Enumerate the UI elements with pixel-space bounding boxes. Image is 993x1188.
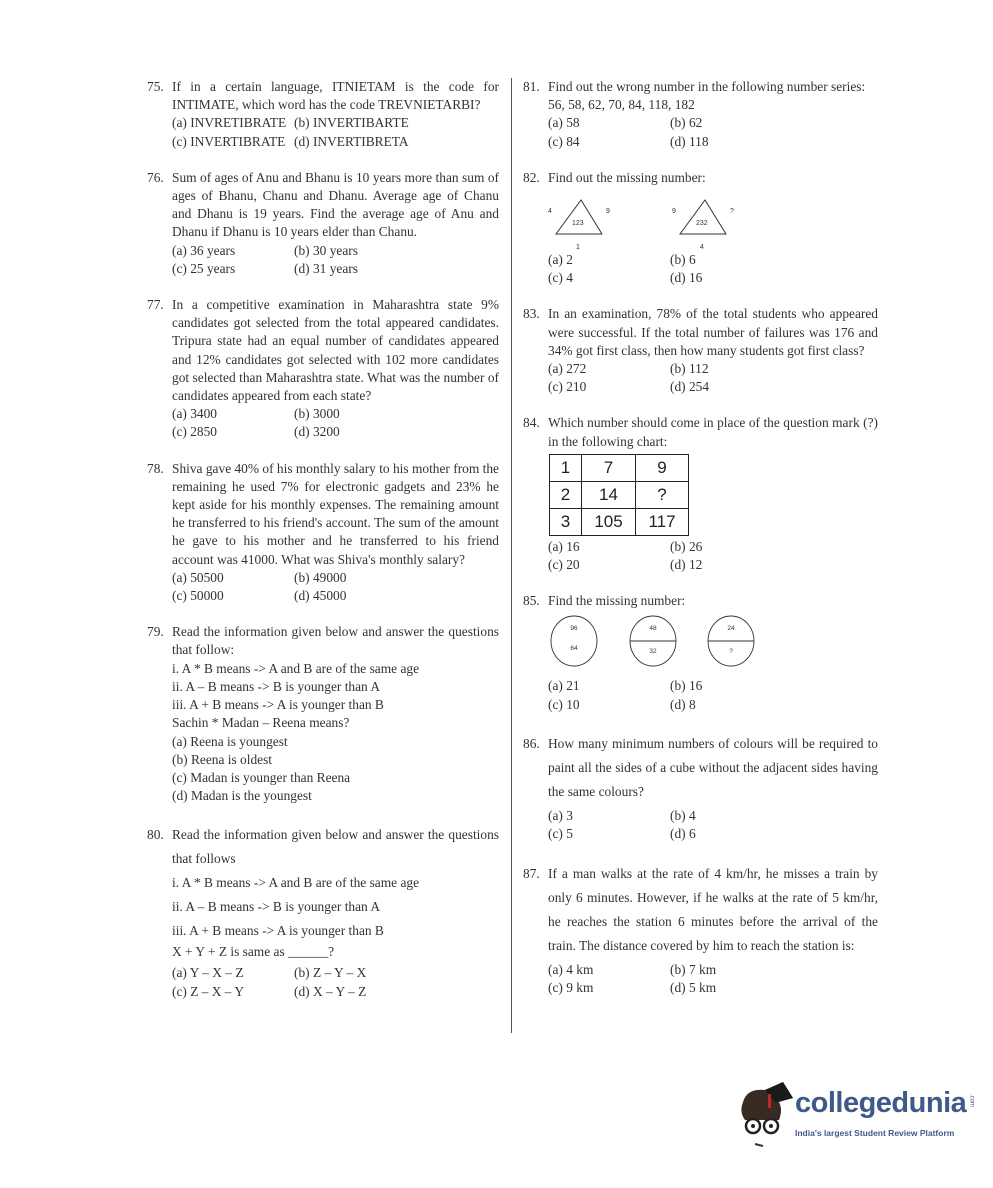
- question-number: 84.: [523, 415, 540, 431]
- chart-cell: 7: [582, 454, 636, 481]
- mascot-icon: [735, 1080, 797, 1150]
- right-column: [523, 78, 878, 1031]
- answer-options: [548, 114, 878, 150]
- circles-figure: [548, 613, 788, 675]
- question-78: [147, 460, 499, 606]
- answer-options: [172, 114, 499, 150]
- question-number: 79.: [147, 624, 164, 640]
- option-b[interactable]: (b) 4: [670, 807, 696, 823]
- number-chart: [549, 454, 689, 536]
- question-77: [147, 296, 499, 442]
- question-body: [548, 862, 878, 998]
- triangle-left-value: 9: [672, 208, 676, 216]
- circle-bottom-value: 64: [570, 645, 578, 653]
- triangle-center-value: 232: [696, 220, 708, 228]
- question-text: Sum of ages of Anu and Bhanu is 10 years more than sum of ages of Bhanu, Chanu and Dhanu. Average age of Chanu and Dhanu is 19 years. Find the average age of Anu and Dhanu if Dhanu is 10 years elder than Chanu.: [172, 169, 499, 240]
- question-text: Read the information given below and answer the questions that follow:: [172, 624, 499, 658]
- option-a[interactable]: (a) 4 km: [548, 961, 594, 977]
- option-c[interactable]: (c) 210: [548, 379, 587, 395]
- statement-line: i. A * B means -> A and B are of the same age: [172, 875, 420, 891]
- question-body: [172, 78, 499, 151]
- option-a[interactable]: (a) 272: [548, 361, 587, 377]
- option-c[interactable]: (c) 10: [548, 696, 580, 712]
- question-number: 82.: [523, 169, 540, 185]
- question-text: If in a certain language, ITNIETAM is the code for INTIMATE, which word has the code TREVNIETARBI?: [172, 79, 499, 113]
- option-d[interactable]: (d) 12: [670, 557, 703, 573]
- option-d[interactable]: (d) 45000: [294, 588, 347, 604]
- question-text: Read the information given below and answer the questions that follows: [172, 827, 499, 867]
- question-text: In an examination, 78% of the total students who appeared were successful. If the total number of failures was 176 and 34% got first class, then how many students got first class?: [548, 306, 878, 358]
- answer-options: [172, 964, 499, 1001]
- answer-options: [548, 538, 878, 574]
- option-c[interactable]: (c) INVERTIBRATE: [172, 133, 286, 149]
- option-b[interactable]: (b) 6: [670, 252, 696, 268]
- option-a[interactable]: (a) 50500: [172, 569, 224, 585]
- question-number: 77.: [147, 297, 164, 313]
- question-81: [523, 78, 878, 151]
- question-body: [548, 732, 878, 844]
- question-text: If a man walks at the rate of 4 km/hr, he misses a train by only 6 minutes. However, if he walks at the rate of 5 km/hr, he reaches the station 6 minutes before the arrival of the train. The distance covered by him to reach the station is:: [548, 865, 878, 953]
- question-number: 76.: [147, 169, 164, 185]
- circle-top-value: 48: [649, 625, 657, 633]
- question-body: [172, 460, 499, 606]
- answer-options: [172, 569, 499, 605]
- option-a[interactable]: (a) 58: [548, 115, 580, 131]
- option-a[interactable]: (a) 21: [548, 678, 580, 694]
- question-prompt: X + Y + Z is same as ______?: [172, 944, 335, 960]
- question-number: 78.: [147, 460, 164, 476]
- answer-options: [172, 733, 499, 806]
- answer-options: [548, 251, 878, 287]
- answer-options: [548, 677, 878, 713]
- option-b[interactable]: (b) 62: [670, 115, 703, 131]
- answer-options: [172, 405, 499, 441]
- chart-row: [550, 454, 689, 481]
- question-text: In a competitive examination in Maharashtra state 9% candidates got selected from the total appeared candidates. Tripura state had an equal number of candidates appeared and 12% candidates got selected with 102 more candidates got selected than Maharashtra state. What was the number of candidates appeared from each state?: [172, 297, 499, 404]
- triangle-center-value: 123: [572, 220, 584, 228]
- option-a[interactable]: (a) Y – X – Z: [172, 965, 244, 981]
- option-c[interactable]: (c) Z – X – Y: [172, 983, 245, 999]
- statement-line: ii. A – B means -> B is younger than A: [172, 899, 381, 915]
- option-c[interactable]: (c) 25 years: [172, 260, 236, 276]
- option-d[interactable]: (d) 8: [670, 696, 696, 712]
- question-figure: [548, 613, 878, 675]
- option-d[interactable]: (d) 118: [670, 133, 709, 149]
- option-d[interactable]: (d) 6: [670, 826, 696, 842]
- answer-options: [548, 807, 878, 844]
- chart-cell: ?: [636, 481, 689, 508]
- circle-bottom-value: 32: [649, 648, 657, 656]
- option-a[interactable]: (a) 16: [548, 538, 580, 554]
- circle-top-value: 24: [727, 625, 735, 633]
- statement-line: iii. A + B means -> A is younger than B: [172, 923, 384, 939]
- option-c[interactable]: (c) 9 km: [548, 980, 594, 996]
- option-b[interactable]: (b) Reena is oldest: [172, 751, 273, 767]
- option-a[interactable]: (a) 3: [548, 807, 573, 823]
- chart-row: [550, 481, 689, 508]
- question-text: Shiva gave 40% of his monthly salary to his mother from the remaining he used 7% for electronic gadgets and 23% he kept aside for his monthly expenses. The remaining amount he transferred to his friend's account. The sum of the amount he gave to his mother and he transferred to his friend account was 41000. What was Shiva's monthly salary?: [172, 460, 499, 567]
- question-body: [548, 78, 878, 151]
- statement-line: ii. A – B means -> B is younger than A: [172, 678, 381, 694]
- option-c[interactable]: (c) 2850: [172, 424, 217, 440]
- option-b[interactable]: (b) 30 years: [294, 242, 358, 258]
- option-c[interactable]: (c) 50000: [172, 588, 224, 604]
- chart-row: [550, 508, 689, 535]
- question-figure: [548, 191, 878, 251]
- option-b[interactable]: (b) 3000: [294, 406, 340, 422]
- option-d[interactable]: (d) 3200: [294, 424, 340, 440]
- triangle-right-value: 9: [606, 208, 610, 216]
- option-d[interactable]: (d) Madan is the youngest: [172, 788, 312, 804]
- triangle-right-value: ?: [730, 208, 734, 216]
- question-number: 86.: [523, 735, 540, 751]
- statement-line: iii. A + B means -> A is younger than B: [172, 697, 384, 713]
- question-76: [147, 169, 499, 278]
- statement-line: i. A * B means -> A and B are of the same age: [172, 660, 420, 676]
- question-number: 85.: [523, 593, 540, 609]
- answer-options: [548, 961, 878, 998]
- question-text: Which number should come in place of the question mark (?) in the following chart:: [548, 415, 878, 449]
- option-a[interactable]: (a) 2: [548, 252, 573, 268]
- question-text: Find the missing number:: [548, 593, 686, 609]
- option-c[interactable]: (c) 4: [548, 270, 573, 286]
- option-d[interactable]: (d) 31 years: [294, 260, 358, 276]
- question-80: [147, 823, 499, 1001]
- triangles-figure: [546, 191, 746, 251]
- question-body: [172, 623, 499, 805]
- statement-line: Sachin * Madan – Reena means?: [172, 715, 350, 731]
- chart-cell: 3: [550, 508, 582, 535]
- option-b[interactable]: (b) 7 km: [670, 961, 717, 977]
- option-a[interactable]: (a) 3400: [172, 406, 217, 422]
- option-b[interactable]: (b) INVERTIBARTE: [294, 115, 409, 131]
- option-d[interactable]: (d) 254: [670, 379, 710, 395]
- option-c[interactable]: (c) 5: [548, 826, 573, 842]
- circle-bottom-value: ?: [729, 648, 733, 656]
- left-column: [147, 78, 499, 1019]
- chart-cell: 105: [582, 508, 636, 535]
- question-body: [172, 169, 499, 278]
- option-b[interactable]: (b) Z – Y – X: [294, 965, 367, 981]
- statement-line: 56, 58, 62, 70, 84, 118, 182: [548, 97, 695, 113]
- question-text: Find out the wrong number in the following number series:: [548, 79, 866, 94]
- triangle-shape: [680, 200, 726, 234]
- question-figure: [548, 454, 878, 536]
- question-79: [147, 623, 499, 805]
- answer-options: [548, 360, 878, 396]
- question-text: How many minimum numbers of colours will be required to paint all the sides of a cube without the adjacent sides having the same colours?: [548, 735, 878, 799]
- option-a[interactable]: (a) Reena is youngest: [172, 733, 288, 749]
- option-a[interactable]: (a) 36 years: [172, 242, 236, 258]
- question-75: [147, 78, 499, 151]
- logo-wordmark: collegedunia: [795, 1087, 967, 1119]
- question-body: [548, 169, 878, 288]
- option-d[interactable]: (d) INVERTIBRETA: [294, 133, 409, 149]
- chart-cell: 117: [636, 508, 689, 535]
- chart-cell: 1: [550, 454, 582, 481]
- question-85: [523, 592, 878, 714]
- question-number: 75.: [147, 79, 164, 94]
- chart-cell: 14: [582, 481, 636, 508]
- circle-top-value: 96: [570, 625, 578, 633]
- triangle-shape: [556, 200, 602, 234]
- option-c[interactable]: (c) 20: [548, 557, 580, 573]
- question-84: [523, 414, 878, 574]
- triangle-left-value: 4: [548, 208, 552, 216]
- question-body: [548, 305, 878, 396]
- option-c[interactable]: (c) Madan is younger than Reena: [172, 769, 351, 785]
- question-body: [548, 414, 878, 574]
- option-d[interactable]: (d) 5 km: [670, 980, 717, 996]
- logo-tagline: India's largest Student Review Platform: [795, 1128, 955, 1138]
- circle-shape: [551, 616, 597, 666]
- option-b[interactable]: (b) 49000: [294, 569, 347, 585]
- chart-cell: 2: [550, 481, 582, 508]
- option-d[interactable]: (d) 16: [670, 270, 703, 286]
- option-a[interactable]: (a) INVRETIBRATE: [172, 115, 287, 131]
- option-c[interactable]: (c) 84: [548, 133, 580, 149]
- question-87: [523, 862, 878, 998]
- logo-wordmark-row: [795, 1086, 974, 1120]
- question-text: Find out the missing number:: [548, 169, 706, 185]
- question-number: 87.: [523, 865, 540, 881]
- option-b[interactable]: (b) 16: [670, 678, 703, 694]
- option-b[interactable]: (b) 112: [670, 361, 709, 377]
- option-b[interactable]: (b) 26: [670, 538, 703, 554]
- question-86: [523, 732, 878, 844]
- column-divider: [511, 78, 512, 1033]
- question-body: [548, 592, 878, 714]
- question-number: 80.: [147, 827, 164, 843]
- option-d[interactable]: (d) X – Y – Z: [294, 983, 367, 999]
- question-body: [172, 823, 499, 1001]
- answer-options: [172, 242, 499, 278]
- logo-suffix: .com: [968, 1094, 975, 1108]
- question-83: [523, 305, 878, 396]
- question-number: 81.: [523, 79, 540, 94]
- collegedunia-logo: [735, 1080, 985, 1150]
- question-body: [172, 296, 499, 442]
- question-82: [523, 169, 878, 288]
- chart-cell: 9: [636, 454, 689, 481]
- triangle-bottom-value: 4: [700, 244, 704, 252]
- question-number: 83.: [523, 306, 540, 322]
- triangle-bottom-value: 1: [576, 244, 580, 252]
